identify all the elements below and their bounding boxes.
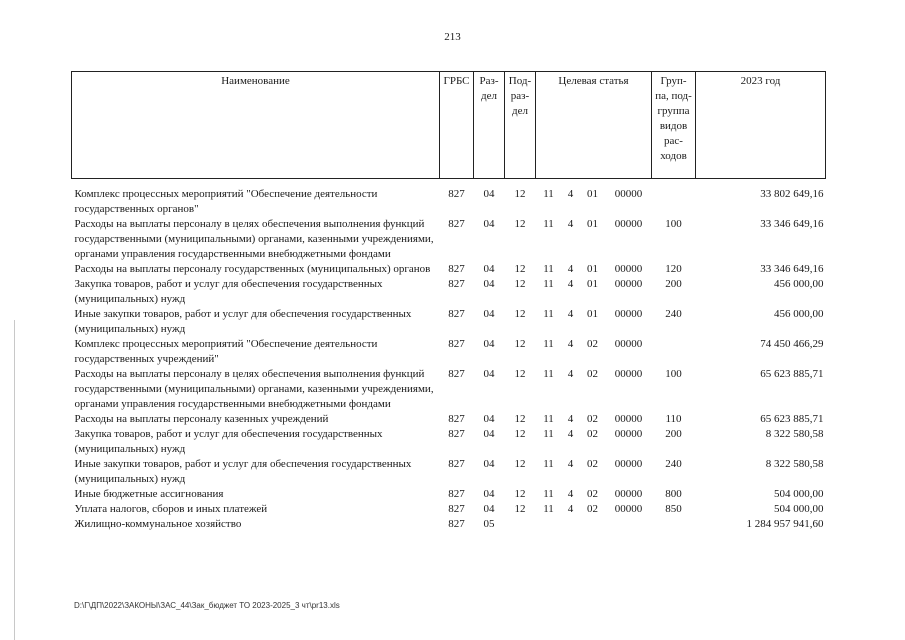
row-razdel-cell: 04	[483, 428, 495, 440]
row-target-complex-cell: 02	[587, 458, 598, 470]
row-expense-type-cell: 110	[665, 413, 682, 425]
table-row	[72, 367, 826, 412]
row-razdel-cell: 04	[483, 488, 495, 500]
row-name-cell: Иные бюджетные ассигнования	[74, 488, 224, 500]
row-target-direction-cell: 00000	[614, 413, 643, 425]
row-target-complex-cell: 02	[587, 503, 598, 515]
row-target-type-cell: 4	[567, 278, 574, 290]
row-expense-type-cell: 240	[665, 308, 682, 320]
row-razdel-cell: 04	[483, 278, 495, 290]
row-target-program-cell: 11	[543, 503, 554, 515]
footer-file-path: D:\Г\ДП\2022\ЗАКОНЫ\ЗАС_44\Зак_бюджет ТО 2023-2025_3 чт\pr13.xls	[74, 601, 340, 610]
row-target-type-cell: 4	[567, 338, 574, 350]
row-amount-cell: 504 000,00	[774, 503, 824, 515]
row-target-type-cell: 4	[567, 368, 574, 380]
row-grbs-cell: 827	[448, 278, 465, 290]
row-target-direction-cell: 00000	[614, 503, 643, 515]
row-grbs-cell: 827	[448, 188, 465, 200]
row-grbs-cell: 827	[448, 308, 465, 320]
header-podrazdel: Под- раз- дел	[505, 72, 536, 179]
row-target-program-cell: 11	[543, 338, 554, 350]
header-grbs: ГРБС	[440, 72, 474, 179]
table-row	[72, 277, 826, 307]
row-target-program-cell: 11	[543, 368, 554, 380]
row-podrazdel-cell: 12	[514, 188, 526, 200]
row-expense-type-cell: 200	[665, 278, 682, 290]
row-name-cell: Расходы на выплаты персоналу казенных учреждений	[74, 413, 329, 425]
row-amount-cell: 65 623 885,71	[760, 368, 824, 380]
row-target-program-cell: 11	[543, 308, 554, 320]
row-expense-type-cell: 100	[665, 368, 682, 380]
row-target-direction-cell: 00000	[614, 458, 643, 470]
row-grbs-cell: 827	[448, 503, 465, 515]
row-amount-cell: 33 802 649,16	[760, 188, 824, 200]
row-name-cell: Закупка товаров, работ и услуг для обеспечения государственных (муниципальных) нужд	[74, 278, 383, 305]
table-row	[72, 262, 826, 277]
row-target-direction-cell	[606, 517, 652, 532]
row-target-complex-cell: 01	[587, 308, 598, 320]
row-name-cell: Жилищно-коммунальное хозяйство	[74, 518, 242, 530]
row-target-direction-cell: 00000	[614, 368, 643, 380]
row-razdel-cell: 04	[483, 413, 495, 425]
row-name-cell: Расходы на выплаты персоналу в целях обеспечения выполнения функций государственными (муниципальными) органами, казенными учреждениями, органами управления государственными внебюджетными фондами	[74, 218, 434, 260]
row-podrazdel-cell: 12	[514, 458, 526, 470]
row-amount-cell: 65 623 885,71	[760, 413, 824, 425]
row-target-type-cell: 4	[567, 188, 574, 200]
header-year: 2023 год	[696, 72, 826, 179]
row-podrazdel-cell: 12	[514, 413, 526, 425]
row-target-type-cell: 4	[567, 413, 574, 425]
row-target-program-cell: 11	[543, 428, 554, 440]
row-target-program-cell: 11	[543, 458, 554, 470]
row-razdel-cell: 04	[483, 338, 495, 350]
row-target-complex-cell: 02	[587, 488, 598, 500]
table-row	[72, 412, 826, 427]
row-grbs-cell: 827	[448, 458, 465, 470]
row-target-type-cell: 4	[567, 308, 574, 320]
margin-line	[14, 320, 15, 640]
row-target-direction-cell: 00000	[614, 278, 643, 290]
table-row	[72, 502, 826, 517]
row-amount-cell: 74 450 466,29	[760, 338, 824, 350]
table-header-row	[72, 72, 826, 179]
row-target-program-cell: 11	[543, 278, 554, 290]
table-row	[72, 487, 826, 502]
row-expense-type-cell: 240	[665, 458, 682, 470]
row-razdel-cell: 04	[483, 188, 495, 200]
row-grbs-cell: 827	[448, 413, 465, 425]
row-name-cell: Расходы на выплаты персоналу в целях обеспечения выполнения функций государственными (муниципальными) органами, казенными учреждениями, органами управления государственными внебюджетными фондами	[74, 368, 434, 410]
row-grbs-cell: 827	[448, 218, 465, 230]
row-target-type-cell: 4	[567, 503, 574, 515]
header-celevaya-statya: Целевая статья	[536, 72, 652, 179]
row-target-complex-cell: 01	[587, 188, 598, 200]
row-podrazdel-cell: 12	[514, 218, 526, 230]
row-target-type-cell: 4	[567, 263, 574, 275]
row-name-cell: Иные закупки товаров, работ и услуг для обеспечения государственных (муниципальных) нужд	[74, 458, 412, 485]
row-target-complex-cell: 01	[587, 278, 598, 290]
row-grbs-cell: 827	[448, 518, 465, 530]
row-expense-type-cell: 120	[665, 263, 682, 275]
table-row	[72, 427, 826, 457]
header-name: Наименование	[72, 72, 440, 179]
row-amount-cell: 8 322 580,58	[765, 458, 824, 470]
table-row	[72, 307, 826, 337]
row-target-program-cell: 11	[543, 218, 554, 230]
row-razdel-cell: 05	[483, 518, 495, 530]
row-target-complex-cell	[580, 517, 606, 532]
row-grbs-cell: 827	[448, 488, 465, 500]
row-target-program-cell: 11	[543, 263, 554, 275]
row-podrazdel-cell	[505, 517, 536, 532]
row-target-direction-cell: 00000	[614, 428, 643, 440]
table-row	[72, 337, 826, 367]
row-podrazdel-cell: 12	[514, 308, 526, 320]
page-number: 213	[444, 31, 461, 43]
row-target-program-cell: 11	[543, 413, 554, 425]
row-target-program-cell: 11	[543, 188, 554, 200]
row-name-cell: Иные закупки товаров, работ и услуг для обеспечения государственных (муниципальных) нужд	[74, 308, 412, 335]
row-grbs-cell: 827	[448, 428, 465, 440]
row-name-cell: Закупка товаров, работ и услуг для обеспечения государственных (муниципальных) нужд	[74, 428, 383, 455]
row-razdel-cell: 04	[483, 503, 495, 515]
row-podrazdel-cell: 12	[514, 488, 526, 500]
row-target-complex-cell: 01	[587, 218, 598, 230]
row-expense-type-cell: 800	[665, 488, 682, 500]
row-expense-type-cell: 200	[665, 428, 682, 440]
row-target-direction-cell: 00000	[614, 188, 643, 200]
row-target-complex-cell: 02	[587, 368, 598, 380]
row-grbs-cell: 827	[448, 338, 465, 350]
row-target-type-cell	[562, 517, 580, 532]
row-target-type-cell: 4	[567, 428, 574, 440]
row-name-cell: Расходы на выплаты персоналу государственных (муниципальных) органов	[74, 263, 431, 275]
row-target-complex-cell: 02	[587, 428, 598, 440]
row-target-program-cell: 11	[543, 488, 554, 500]
row-razdel-cell: 04	[483, 368, 495, 380]
row-podrazdel-cell: 12	[514, 263, 526, 275]
row-target-complex-cell: 02	[587, 338, 598, 350]
row-target-complex-cell: 01	[587, 263, 598, 275]
row-razdel-cell: 04	[483, 458, 495, 470]
row-name-cell: Уплата налогов, сборов и иных платежей	[74, 503, 268, 515]
row-name-cell: Комплекс процессных мероприятий "Обеспечение деятельности государственных органов"	[74, 188, 378, 215]
header-gruppa-vidov: Груп- па, под- группа видов рас- ходов	[652, 72, 696, 179]
row-amount-cell: 33 346 649,16	[760, 263, 824, 275]
row-amount-cell: 456 000,00	[774, 278, 824, 290]
row-name-cell: Комплекс процессных мероприятий "Обеспечение деятельности государственных учреждений"	[74, 338, 378, 365]
table-row	[72, 517, 826, 532]
row-expense-type-cell	[652, 337, 696, 367]
table-row	[72, 217, 826, 262]
row-razdel-cell: 04	[483, 308, 495, 320]
row-expense-type-cell: 850	[665, 503, 682, 515]
row-grbs-cell: 827	[448, 263, 465, 275]
table-row	[72, 457, 826, 487]
table-body	[72, 179, 826, 533]
row-target-direction-cell: 00000	[614, 218, 643, 230]
row-razdel-cell: 04	[483, 263, 495, 275]
budget-table	[71, 71, 826, 532]
row-podrazdel-cell: 12	[514, 428, 526, 440]
table-row	[72, 179, 826, 218]
header-razdel: Раз- дел	[474, 72, 505, 179]
row-amount-cell: 8 322 580,58	[765, 428, 824, 440]
row-grbs-cell: 827	[448, 368, 465, 380]
row-expense-type-cell	[652, 179, 696, 218]
row-target-type-cell: 4	[567, 488, 574, 500]
row-target-type-cell: 4	[567, 218, 574, 230]
row-podrazdel-cell: 12	[514, 278, 526, 290]
row-target-direction-cell: 00000	[614, 263, 643, 275]
row-expense-type-cell: 100	[665, 218, 682, 230]
row-target-direction-cell: 00000	[614, 308, 643, 320]
row-target-type-cell: 4	[567, 458, 574, 470]
row-target-program-cell	[536, 517, 562, 532]
row-target-direction-cell: 00000	[614, 338, 643, 350]
row-amount-cell: 504 000,00	[774, 488, 824, 500]
row-target-direction-cell: 00000	[614, 488, 643, 500]
row-podrazdel-cell: 12	[514, 368, 526, 380]
row-expense-type-cell	[652, 517, 696, 532]
row-podrazdel-cell: 12	[514, 503, 526, 515]
row-amount-cell: 456 000,00	[774, 308, 824, 320]
row-podrazdel-cell: 12	[514, 338, 526, 350]
row-target-complex-cell: 02	[587, 413, 598, 425]
row-amount-cell: 33 346 649,16	[760, 218, 824, 230]
row-razdel-cell: 04	[483, 218, 495, 230]
row-amount-cell: 1 284 957 941,60	[746, 518, 824, 530]
